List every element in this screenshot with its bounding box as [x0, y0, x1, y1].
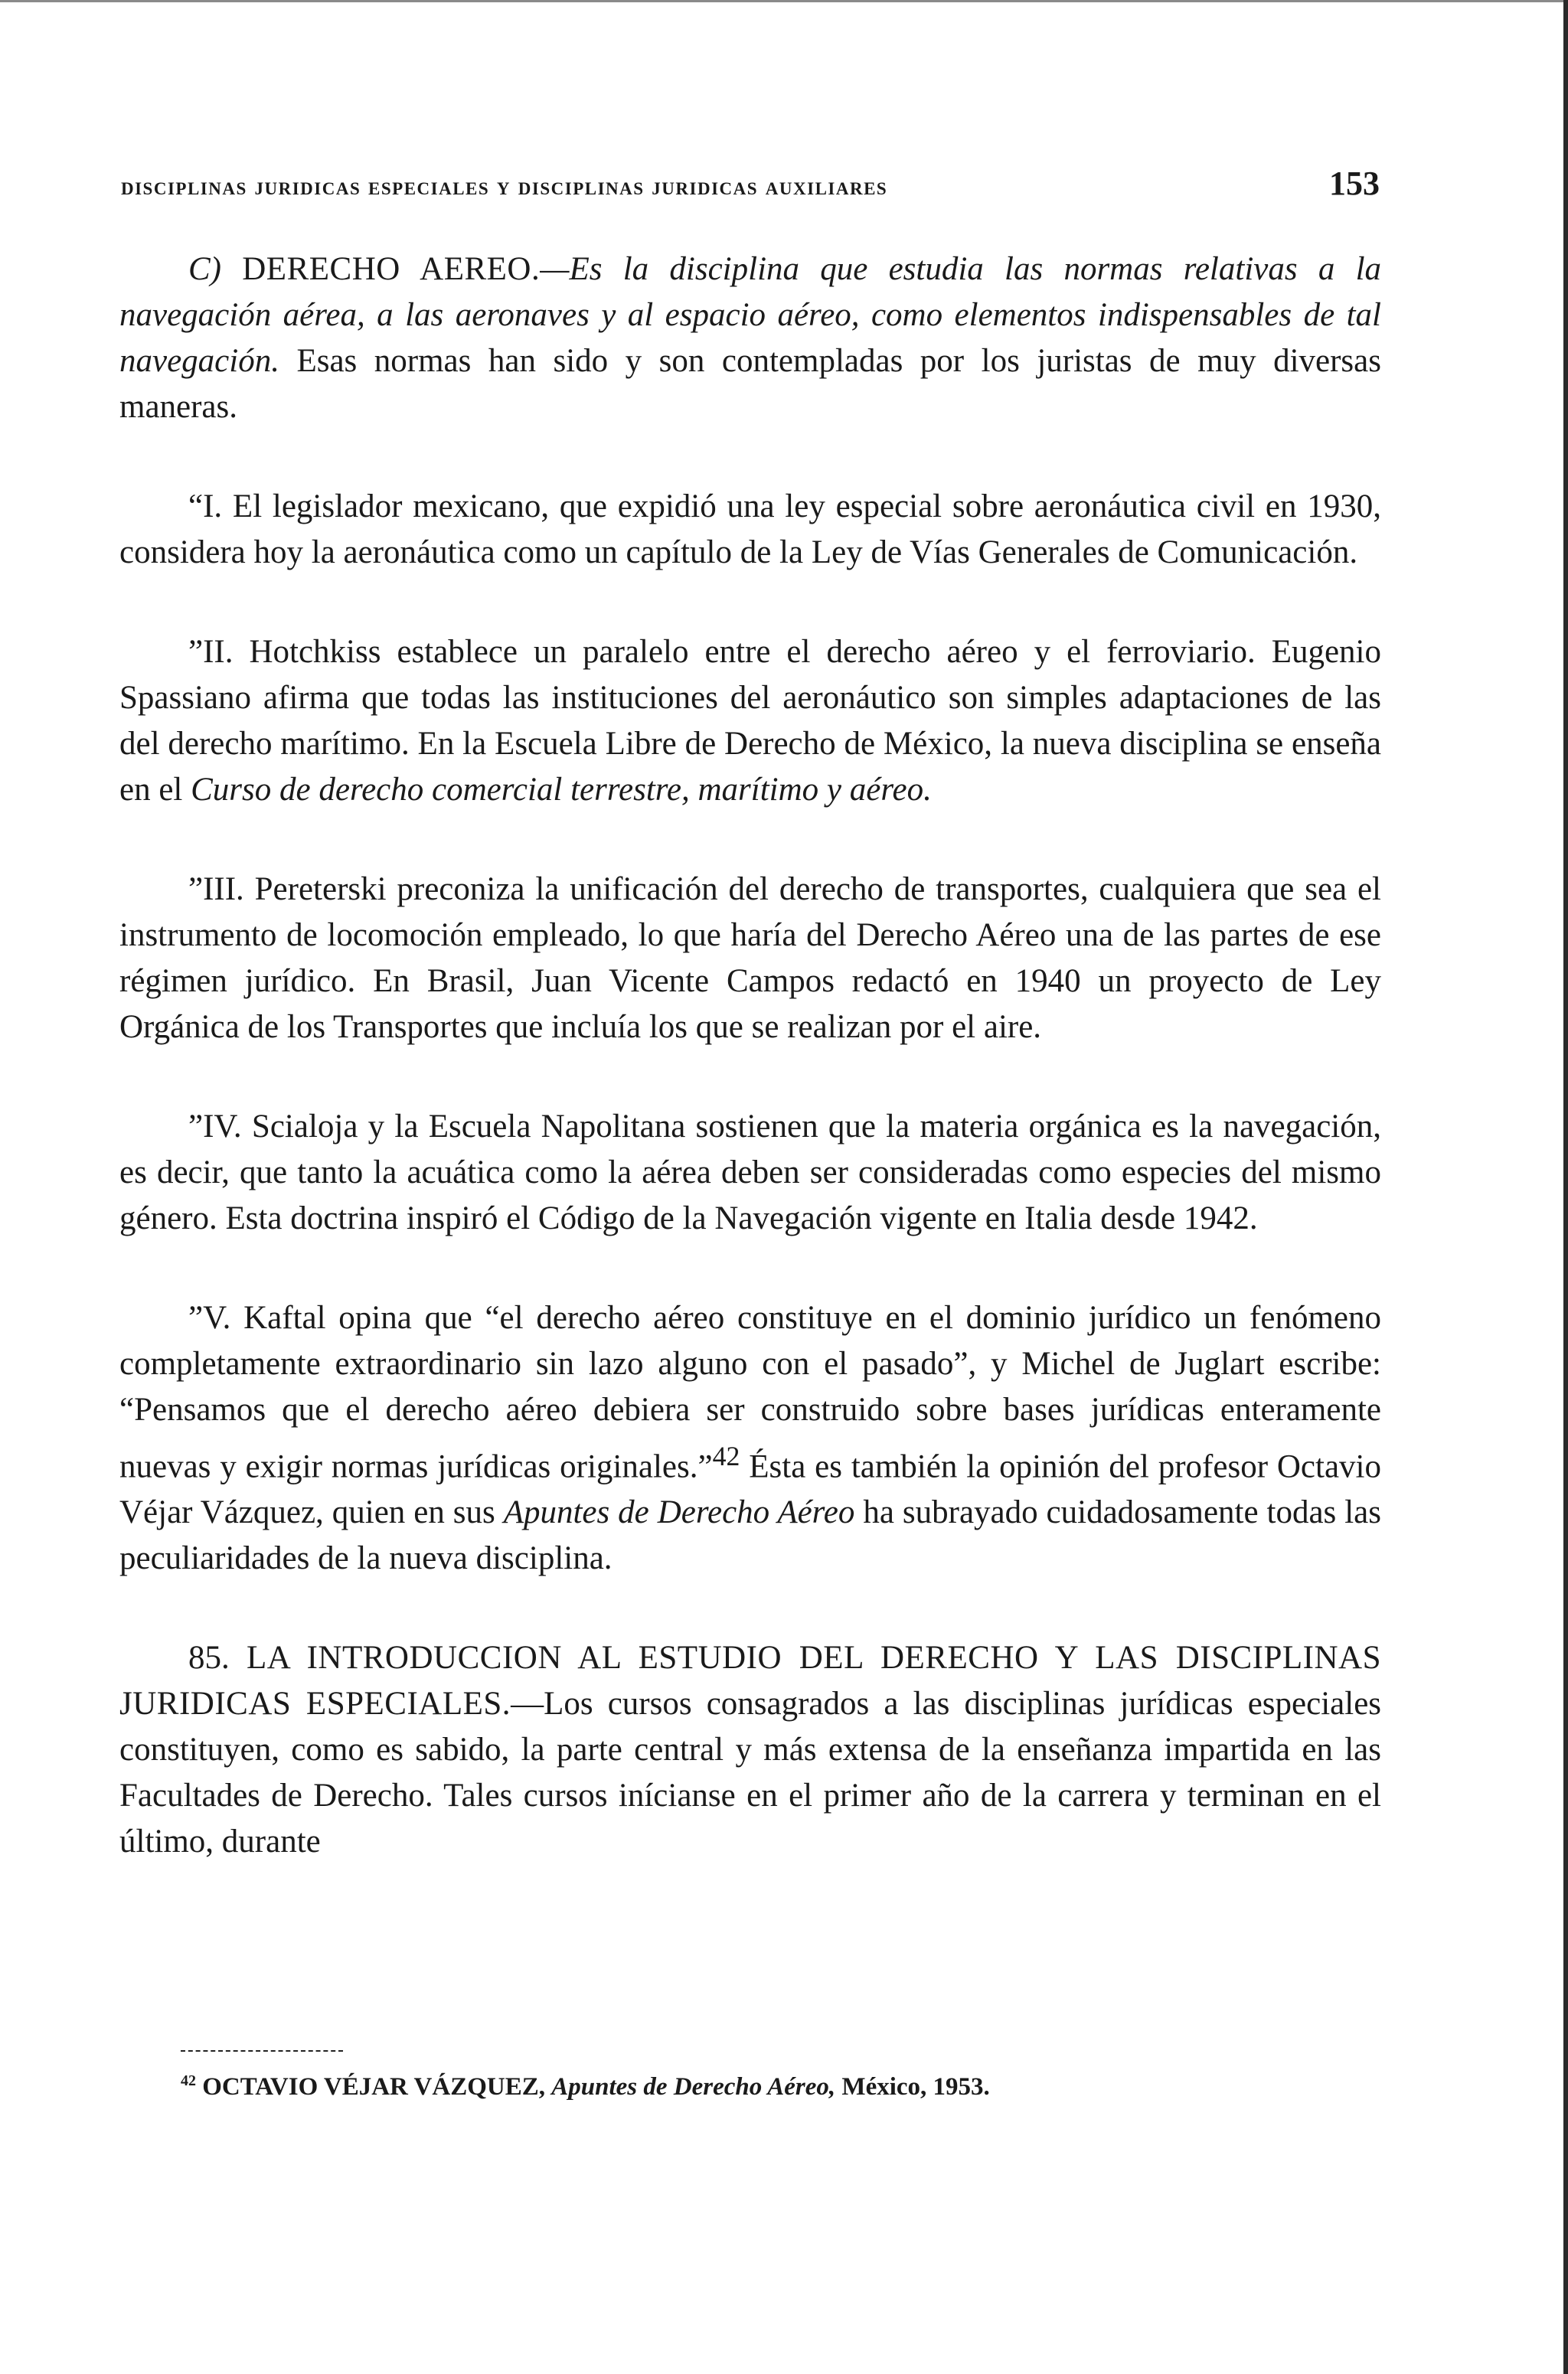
section-c-rest: Esas normas han sido y son contempladas por los juristas de muy diversas maneras. [119, 343, 1381, 425]
point-5-text-middle: Ésta es también la opinión del profesor Octavio Véjar Vázquez, quien en sus [119, 1448, 1381, 1531]
paragraph-point-3: ”III. Pereterski preconiza la unificación del derecho de transportes, cualquiera que sea el instrumento de locomoción empleado, lo que haría del Derecho Aéreo una de las partes de ese régimen jurídico. En Brasil, Juan Vicente Campos redactó en 1940 un proyecto de Ley Orgánica de los Transportes que incluía los que se realizan por el aire. [119, 871, 1381, 1045]
point-2-course-title: Curso de derecho comercial terrestre, marítimo y aéreo. [191, 772, 932, 808]
section-c-heading: DERECHO AEREO. [242, 251, 541, 287]
footnote-author: OCTAVIO VÉJAR VÁZQUEZ, [202, 2073, 545, 2101]
footnote-reference: 42 [712, 1441, 740, 1471]
paragraph-point-4: ”IV. Scialoja y la Escuela Napolitana sostienen que la materia orgánica es la navegación, es decir, que tanto la acuática como la aérea deben ser consideradas como especies del mismo género. Esta doctrina inspiró el Código de la Navegación vigente en Italia desde 1942. [119, 1109, 1381, 1236]
section-85-heading: LA INTRODUCCION AL ESTUDIO DEL DERECHO Y LAS DISCIPLINAS JURIDICAS ESPECIALES. [119, 1640, 1382, 1723]
scan-right-edge [1563, 0, 1568, 2374]
scan-top-edge [0, 0, 1568, 2]
paragraph-section-85 [119, 1635, 1381, 1865]
footnote [181, 2064, 1329, 2104]
point-5-work-title: Apuntes de Derecho Aéreo [503, 1494, 855, 1531]
body-text [119, 247, 1381, 1865]
footnote-rest: México, 1953. [835, 2073, 990, 2101]
footnote-marker: 42 [181, 2072, 196, 2089]
paragraph-point-1: “I. El legislador mexicano, que expidió una ley especial sobre aeronáutica civil en 1930, considera hoy la aeronáutica como un capítulo de la Ley de Vías Generales de Comunicación. [119, 488, 1381, 570]
section-85-text: —Los cursos consagrados a las disciplinas jurídicas especiales constituyen, como es sabido, la parte central y más extensa de la enseñanza impartida en las Facultades de Derecho. Tales cursos inícianse en el primer año de la carrera y terminan en el último, durante [119, 1686, 1382, 1860]
paragraph-point-2 [119, 629, 1381, 813]
paragraph-point-5 [119, 1295, 1381, 1582]
paragraph-section-c [119, 247, 1381, 430]
footnote-rule [181, 2050, 343, 2052]
running-title: disciplinas juridicas especiales y disciplinas juridicas auxiliares [121, 173, 888, 201]
point-5-text: ”V. Kaftal opina que “el derecho aéreo constituye en el dominio jurídico un fenómeno completamente extraordinario sin lazo alguno con el pasado”, y Michel de Juglart escribe: “Pensamos que el derecho aéreo debiera ser construido sobre bases jurídicas enteramente nuevas y exigir normas jurídicas originales.” [119, 1300, 1381, 1485]
section-85-number: 85. [188, 1640, 230, 1677]
footnote-title: Apuntes de Derecho Aéreo, [551, 2073, 836, 2101]
running-header [121, 164, 1380, 203]
point-2-text: ”II. Hotchkiss establece un paralelo entre el derecho aéreo y el ferroviario. Eugenio Spassiano afirma que todas las instituciones del aeronáutico son simples adaptaciones de las del derecho marítimo. En la Escuela Libre de Derecho de México, la nueva disciplina se enseña en el [119, 634, 1381, 808]
section-c-definition: —Es la disciplina que estudia las normas relativas a la navegación aérea, a las aeronaves y al espacio aéreo, como elementos indispensables de tal navegación. [119, 251, 1382, 379]
section-c-label: C) [188, 251, 221, 287]
page-number: 153 [1329, 165, 1380, 202]
point-5-text-after: ha subrayado cuidadosamente todas las peculiaridades de la nueva disciplina. [119, 1494, 1381, 1577]
